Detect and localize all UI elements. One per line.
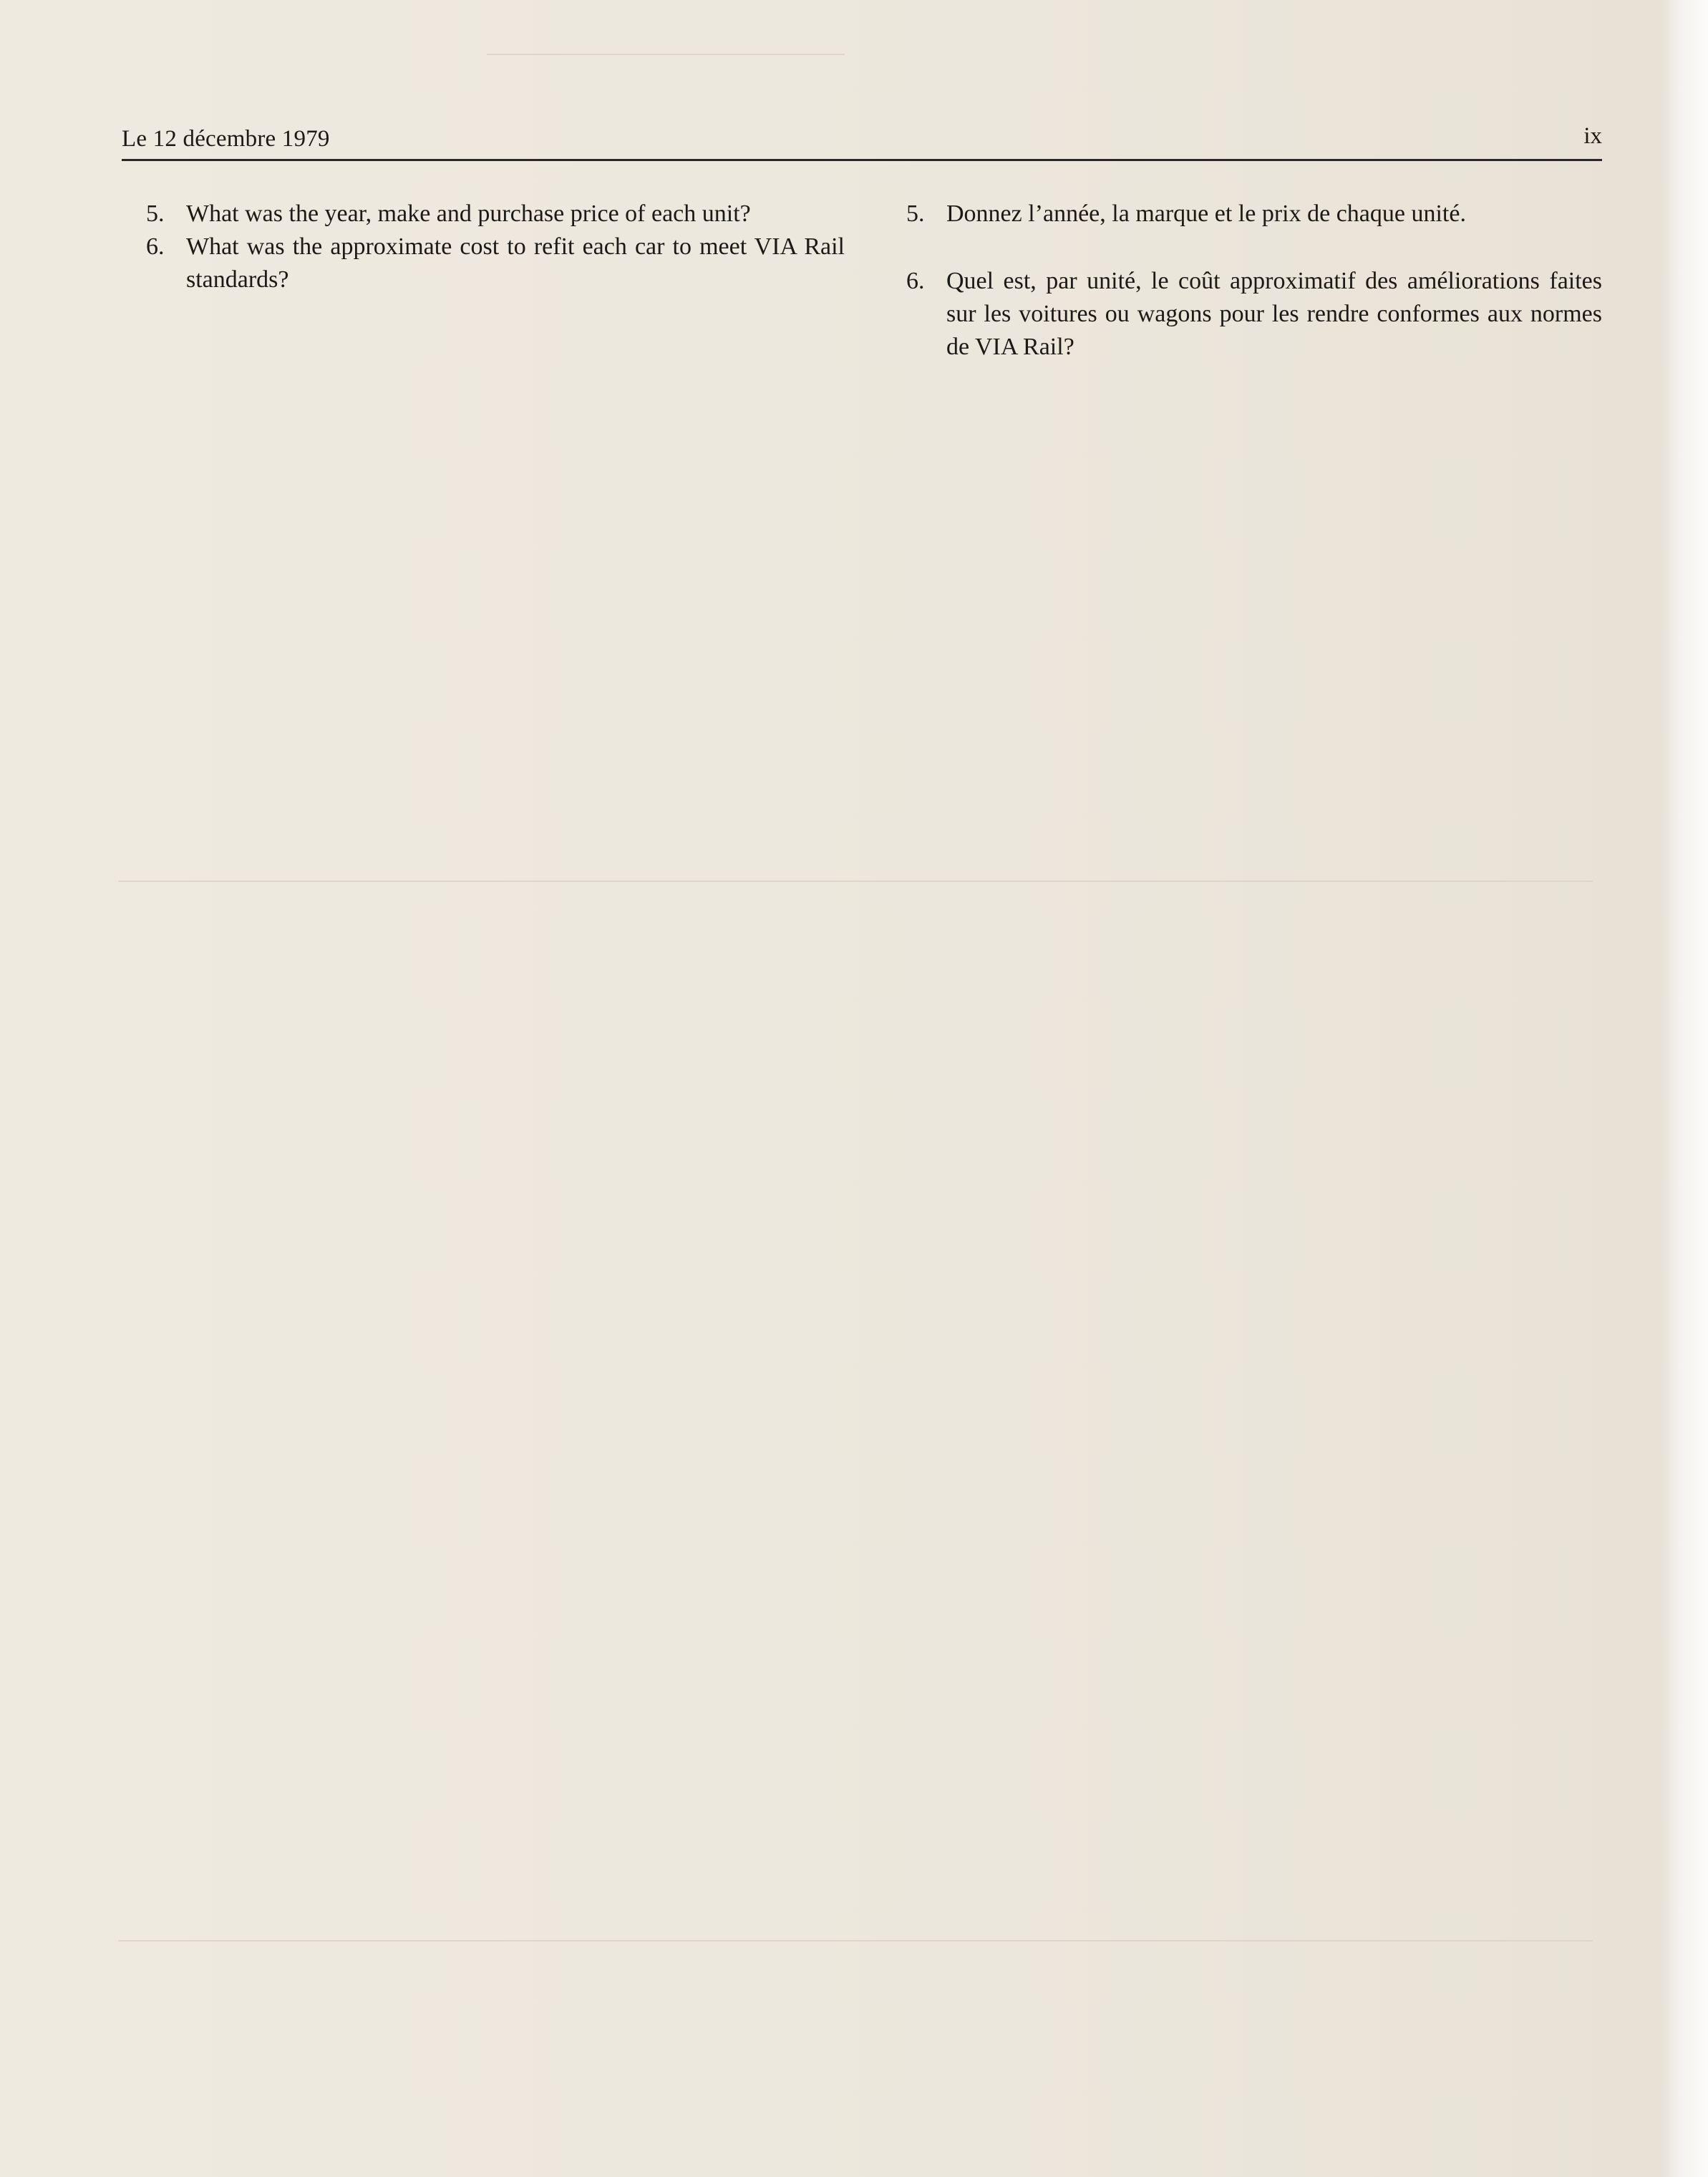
french-question-6	[903, 265, 1602, 364]
question-number: 5.	[146, 200, 165, 227]
bleed-through-mark	[487, 54, 845, 55]
english-question-6	[143, 231, 845, 296]
question-text: What was the year, make and purchase price of each unit?	[186, 200, 751, 227]
french-question-5	[903, 198, 1602, 231]
page-number: ix	[1583, 123, 1602, 149]
english-question-5	[143, 198, 845, 231]
question-text: Donnez l’année, la marque et le prix de chaque unité.	[946, 200, 1466, 227]
question-number: 6.	[906, 268, 925, 294]
french-column	[903, 198, 1602, 364]
english-column	[143, 198, 845, 296]
question-number: 6.	[146, 233, 165, 260]
bleed-through-mark	[118, 1940, 1593, 1941]
page-edge	[1661, 0, 1708, 2177]
question-text: Quel est, par unité, le coût approximatif des améliorations faites sur les voitures ou wagons pour les rendre conformes aux normes de VIA Rail?	[946, 268, 1602, 360]
header-date: Le 12 décembre 1979	[122, 126, 330, 152]
page-header	[122, 123, 1602, 161]
bleed-through-mark	[118, 881, 1593, 882]
question-text: What was the approximate cost to refit each car to meet VIA Rail standards?	[186, 233, 845, 293]
question-number: 5.	[906, 200, 925, 227]
